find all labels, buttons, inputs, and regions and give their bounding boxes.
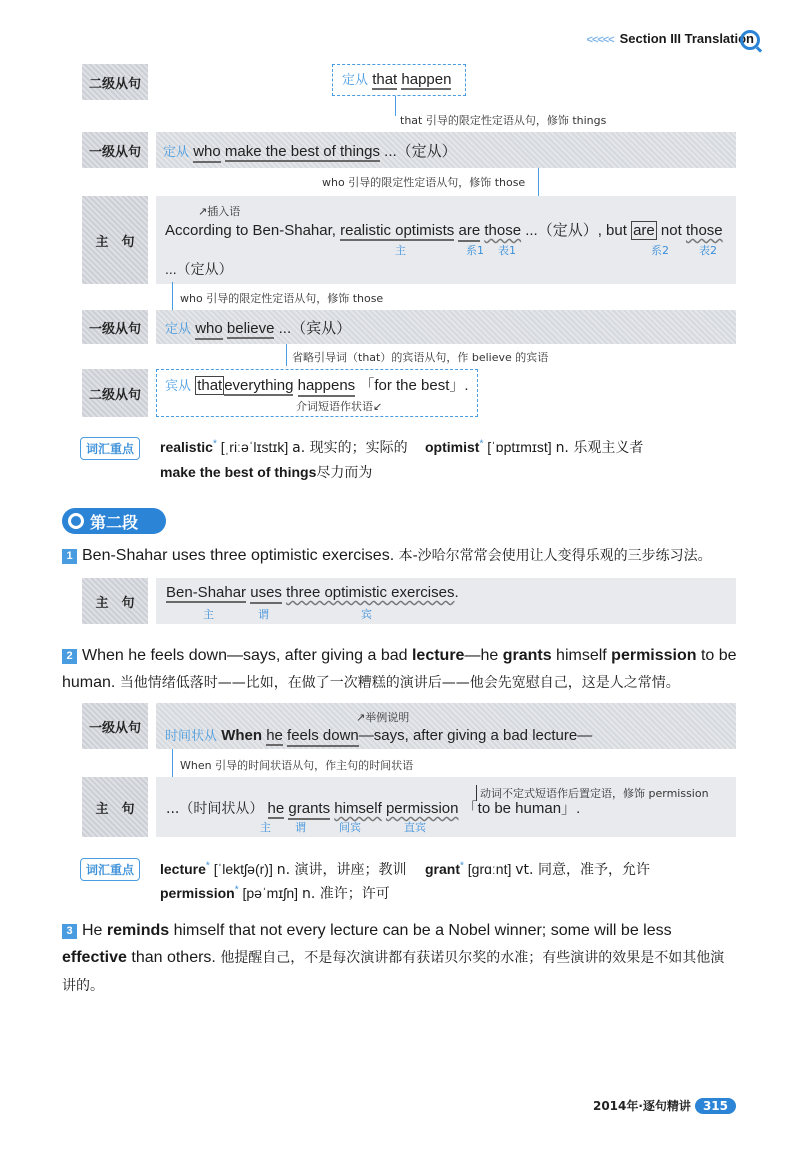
annotation-note: who 引导的限定性定语从句，修饰 those — [322, 176, 526, 189]
main-clause-line2: ...（定从） — [165, 261, 233, 277]
annotation-note: When 引导的时间状语从句，作主句的时间状语 — [180, 759, 414, 772]
clause-who-believe: 定从 who believe ...（宾从） — [165, 317, 351, 338]
sentence-3: 3 He reminds himself that not every lecture can be a Nobel winner; some will be less effective than others. 他提醒自己，不是每次演讲都有获诺贝尔奖的水准；有些演讲的效果是不如其他演讲的。 — [62, 922, 725, 994]
star-icon: * — [212, 438, 217, 450]
row-label-main-clause: 主 句 — [82, 196, 148, 284]
clause-that-happen: 定从 that happen — [342, 71, 452, 88]
sentence-2: 2 When he feels down—says, after giving a bad lecture—he grants himself permission to be human. 当他情绪低落时——比如，在做了一次糟糕的演讲后——他会先宽慰自己，这是人之常情。 — [62, 647, 737, 691]
vocab-entry: grant* [grɑːnt] vt. 同意，准予，允许 — [425, 860, 650, 878]
role-object: 宾 — [361, 608, 372, 621]
search-q-icon — [740, 30, 760, 50]
star-icon: * — [460, 860, 464, 872]
page-number: 315 — [695, 1098, 736, 1114]
sentence-1: 1 Ben-Shahar uses three optimistic exercises. 本-沙哈尔常常会使用让人变得乐观的三步练习法。 — [62, 542, 738, 570]
role-verb: 谓 — [295, 821, 306, 834]
clause-when: 时间状从 When he feels down—says, after giving a bad lecture— — [165, 725, 592, 744]
section-title-badge: 第二段 — [62, 508, 166, 534]
connector-line — [286, 344, 287, 366]
connector-line — [172, 282, 173, 310]
arrows-icon: <<<<< — [586, 34, 614, 46]
vocab-entry: realistic* [ˌriːəˈlɪstɪk] a. 现实的；实际的 — [160, 438, 408, 456]
role-verb: 谓 — [258, 608, 269, 621]
clause-who-make: 定从 who make the best of things ...（定从） — [163, 140, 457, 161]
role-subject: 主 — [395, 244, 406, 257]
main-clause-sentence: According to Ben-Shahar, realistic optimists are those ...（定从）, but are not those — [165, 219, 723, 240]
clause-that-everything: 宾从 that everything happens 「for the best」. — [165, 374, 469, 395]
vocab-entry: make the best of things尽力而为 — [160, 464, 373, 481]
role-direct-object: 直宾 — [404, 821, 426, 834]
section-title: Section III Translation — [619, 31, 754, 46]
row-label-main-clause: 主 句 — [82, 578, 148, 624]
vocab-entry: lecture* [ˈlektʃə(r)] n. 演讲，讲座；教训 — [160, 860, 407, 878]
row-label-primary-clause: 一级从句 — [82, 132, 148, 168]
annotation-note: who 引导的限定性定语从句，修饰 those — [180, 292, 384, 305]
row-label-primary-clause: 一级从句 — [82, 703, 148, 749]
annotation-note: that 引导的限定性定语从句，修饰 things — [400, 114, 607, 127]
role-link1: 系1 — [466, 244, 484, 257]
row-label-secondary-clause: 二级从句 — [82, 64, 148, 100]
vocab-label: 词汇重点 — [80, 858, 140, 881]
connector-line — [395, 96, 396, 116]
example-note: ↗举例说明 — [356, 711, 410, 724]
row-label-secondary-clause: 二级从句 — [82, 369, 148, 417]
star-icon: * — [234, 884, 239, 896]
star-icon: * — [205, 860, 210, 872]
role-subject: 主 — [203, 608, 214, 621]
vocab-entry: permission* [pəˈmɪʃn] n. 准许；许可 — [160, 884, 390, 902]
vocab-label: 词汇重点 — [80, 437, 140, 460]
role-link2: 系2 — [651, 244, 669, 257]
structure-sentence: Ben-Shahar uses three optimistic exercises. — [166, 584, 459, 601]
connector-line — [172, 749, 173, 777]
role-pred1: 表1 — [498, 244, 516, 257]
annotation-note: 省略引导词（that）的宾语从句，作 believe 的宾语 — [292, 351, 549, 364]
search-q-icon — [68, 513, 84, 529]
section-header — [587, 31, 755, 46]
role-indirect-object: 间宾 — [339, 821, 361, 834]
row-label-primary-clause: 一级从句 — [82, 310, 148, 344]
main-clause-sentence: ...（时间状从） he grants himself permission 「to be human」. — [166, 797, 580, 818]
star-icon: * — [479, 438, 484, 450]
vocab-entry: optimist* [ˈɒptɪmɪst] n. 乐观主义者 — [425, 438, 644, 456]
annotation-note: 介词短语作状语↙ — [296, 400, 383, 413]
role-pred2: 表2 — [699, 244, 717, 257]
annotation-note: 动词不定式短语作后置定语，修饰 permission — [476, 785, 709, 801]
insert-note: ↗插入语 — [198, 205, 241, 218]
page-footer: 2014年·逐句精讲 315 — [593, 1097, 736, 1114]
row-label-main-clause: 主 句 — [82, 777, 148, 837]
role-subject: 主 — [260, 821, 271, 834]
